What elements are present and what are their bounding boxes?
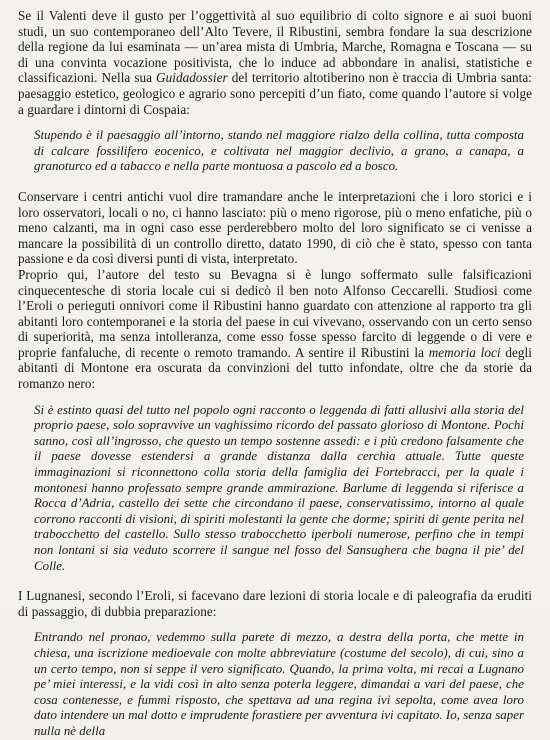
quote-pronao: Entrando nel pronao, vedemmo sulla parete di mezzo, a destra della porta, che mette in chiesa, una iscrizione medioevale con molte abbreviature (costume del secolo), di cui, sino a un certo tempo, non si seppe il vero significato. Quando, la prima volta, mi recai a Lugnano pe’ miei interessi, e la vidi così in alto senza poterla leggere, dimandai a vari del paese, che cosa contenesse, e fummi risposto, che spettava ad una regina ivi sepolta, come avea loro dato intendere un mal dotto e imprudente forastiere per avventura ivi capitato. Io, senza saper nulla nè della (34, 630, 524, 738)
quote-montone: Si è estinto quasi del tutto nel popolo ogni racconto o leggenda di fatti allusivi alla storia del proprio paese, solo sopravvive un vaghissimo ricordo del passato glorioso di Montone. Pochi sanno, così all’ingrosso, che questo un tempo sostenne assedi: e i più credono falsamente che il paese dovesse estendersi a grande distanza dalla cerchia attuale. Tutte queste immaginazioni si riconnettono colla storia della famiglia dei Fortebracci, per la quale i montonesi hanno professato sempre grande ammirazione. Barlume di leggenda si riferisce a Rocca d’Adria, castello dei sette che circondano il paese, conservatissimo, intorno al quale corrono racconti di visioni, di spiriti molestanti la gente che dorme; spiriti di gente perita nel trabocchetto del castello. Sullo stesso trabocchetto iperboli numerose, perfino che in tempi non lontani si sia veduto scorrere il sangue nel fosso del Sansughera che bagna il pie’ del Colle. (34, 402, 524, 573)
paragraph-lugnanesi: I Lugnanesi, secondo l’Eroli, si facevano dare lezioni di storia locale e di paleografia da eruditi di passaggio, di dubbia preparazione: (18, 588, 532, 619)
paragraph-text: degli abitanti di Montone era oscurata da convinzioni del tutto infondate, oltre che da storie da romanzo nero: (18, 344, 532, 392)
quote-cospaia: Stupendo è il paesaggio all’intorno, stando nel maggiore rialzo della collina, tutta composta di calcare fossilifero eocenico, e coltivata nel maggior declivio, a grano, a canapa, a granoturco ed a tabacco e nella parte montuosa a pascolo ed a bosco. (34, 128, 524, 174)
italic-term-memoria-loci: memoria loci (428, 344, 501, 360)
paragraph-text: Se il Valenti deve il gusto per l’oggettività al suo equilibrio di colto signore e ai suoi buoni studi, un suo contemporaneo dell’Alto Tevere, il Ribustini, sembra fondare la sua descrizione della regione da lui esaminata — un’area mista di Umbria, Marche, Romagna e Toscana — su di una convinta vocazione positivista, che lo induce ad abbondare in analisi, statistiche e classificazioni. Nella sua (18, 8, 532, 86)
text-column (18, 8, 532, 740)
paragraph-text: del territorio altotiberino non è traccia di Umbria santa: paesaggio estetico, geologico e agrario sono percepiti d’un fiato, come quando l’autore si volge a guardare i dintorni di Cospaia: (18, 70, 532, 117)
paragraph-text: Proprio qui, l’autore del testo su Bevagna si è lungo soffermato sulle falsificazioni cinquecentesche di storia locale cui si dedicò il ben noto Alfonso Ceccarelli. Studiosi come l’Eroli o perieguti onnivori come il Ribustini hanno guardato con attenzione al rapporto tra gli abitanti loro contemporanei e la storia del paese in cui vivevano, osservando con un certo senso di superiorità, ma senza intolleranza, come esso fosse spesso farcito di leggende o di vere e proprie fanfaluche, di recente o remoto tramando. A sentire il Ribustini la (18, 266, 532, 360)
italic-term-guidadossier: Guidadossier (156, 70, 228, 86)
paragraph-centri-antichi: Conservare i centri antichi vuol dire tramandare anche le interpretazioni che i loro storici e i loro osservatori, locali o no, ci hanno lasciato: più o meno rigorose, più o meno enfatiche, più o meno calzanti, ma in ogni caso esse perderebbero molto del loro significato se ci venisse a mancare la possibilità di un controllo diretto, datato 1990, di ciò che è stato, spesso con tanta passione e da così diversi punti di vista, interpretato. (18, 188, 532, 267)
paragraph-bevagna (18, 267, 532, 392)
paragraph-valenti-ribustini (18, 8, 532, 117)
